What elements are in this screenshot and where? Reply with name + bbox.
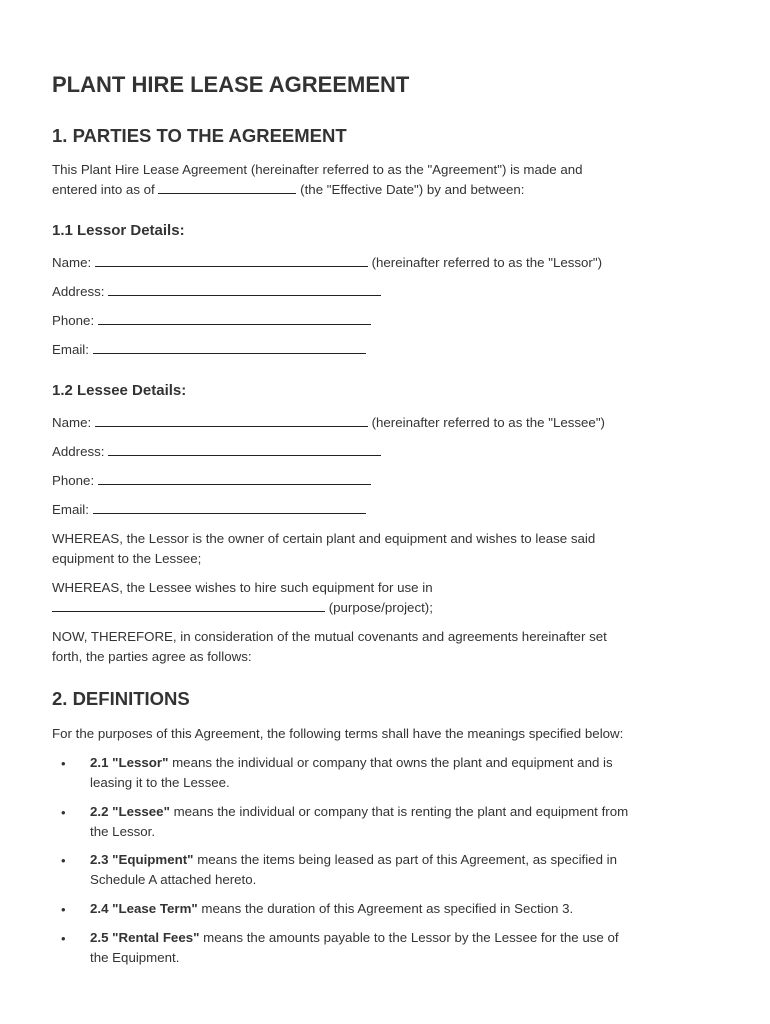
now-therefore-line-1: NOW, THEREFORE, in consideration of the mutual covenants and agreements hereinafter set [52,629,607,644]
lessor-name-suffix: (hereinafter referred to as the "Lessor") [371,255,603,270]
definition-text: means the individual or company that owns the plant and equipment and is [168,755,613,770]
lessee-phone-line [52,471,371,491]
lessor-email-line [52,340,366,360]
lessor-email-blank[interactable] [93,342,366,354]
definition-text-cont: the Equipment. [90,950,180,965]
bullet-icon: • [61,931,66,946]
bullet-icon: • [61,902,66,917]
intro-line-2 [52,180,524,200]
lessee-name-blank[interactable] [95,415,368,427]
intro-line-1: This Plant Hire Lease Agreement (hereinafter referred to as the "Agreement") is made and [52,162,583,177]
document-title: PLANT HIRE LEASE AGREEMENT [52,72,410,97]
now-therefore-line-2: forth, the parties agree as follows: [52,649,252,664]
lessee-details-heading: 1.2 Lessee Details: [52,382,187,399]
definition-term: 2.1 "Lessor" [90,755,169,770]
lessor-email-label: Email: [52,342,89,357]
lessee-name-suffix: (hereinafter referred to as the "Lessee") [371,415,605,430]
intro-line-2-prefix: entered into as of [52,182,155,197]
definition-term: 2.4 "Lease Term" [90,901,198,916]
whereas-2-line-2 [52,598,433,618]
lessee-email-blank[interactable] [93,502,366,514]
effective-date-blank[interactable] [158,182,296,194]
lessee-name-line [52,413,605,433]
lessee-address-blank[interactable] [108,444,381,456]
lessee-email-label: Email: [52,502,89,517]
definition-item-lease-term [90,899,573,919]
whereas-2-line-1: WHEREAS, the Lessee wishes to hire such equipment for use in [52,580,433,595]
definition-item-lessor [90,753,613,793]
definitions-intro: For the purposes of this Agreement, the following terms shall have the meanings specified below: [52,726,624,741]
lessor-details-heading: 1.1 Lessor Details: [52,222,185,239]
lessor-phone-label: Phone: [52,313,95,328]
bullet-icon: • [61,756,66,771]
bullet-icon: • [61,805,66,820]
definition-term: 2.5 "Rental Fees" [90,930,200,945]
purpose-project-suffix: (purpose/project); [328,600,433,615]
lessee-email-line [52,500,366,520]
definition-text: means the individual or company that is renting the plant and equipment from [169,804,629,819]
definition-text-cont: the Lessor. [90,824,156,839]
bullet-icon: • [61,853,66,868]
intro-line-2-suffix: (the "Effective Date") by and between: [300,182,525,197]
definition-item-lessee [90,802,628,842]
definition-item-equipment [90,850,617,890]
definition-text-cont: Schedule A attached hereto. [90,872,257,887]
definition-term: 2.2 "Lessee" [90,804,170,819]
lessor-name-label: Name: [52,255,92,270]
section2-heading: 2. DEFINITIONS [52,688,190,709]
lessor-address-blank[interactable] [108,284,381,296]
definition-text: means the amounts payable to the Lessor by the Lessee for the use of [199,930,619,945]
section1-heading: 1. PARTIES TO THE AGREEMENT [52,125,347,146]
lessor-name-line [52,253,602,273]
definition-item-rental-fees [90,928,619,968]
lessee-phone-label: Phone: [52,473,95,488]
definition-text: means the items being leased as part of this Agreement, as specified in [193,852,618,867]
lessor-address-label: Address: [52,284,105,299]
whereas-1-line-1: WHEREAS, the Lessor is the owner of certain plant and equipment and wishes to lease said [52,531,596,546]
lessee-address-line [52,442,381,462]
definition-text-cont: leasing it to the Lessee. [90,775,230,790]
whereas-1-line-2: equipment to the Lessee; [52,551,202,566]
lessee-name-label: Name: [52,415,92,430]
lessor-name-blank[interactable] [95,255,368,267]
definition-term: 2.3 "Equipment" [90,852,194,867]
lessee-address-label: Address: [52,444,105,459]
purpose-project-blank[interactable] [52,600,325,612]
lessor-phone-blank[interactable] [98,313,371,325]
lessee-phone-blank[interactable] [98,473,371,485]
lessor-phone-line [52,311,371,331]
lessor-address-line [52,282,381,302]
definition-text: means the duration of this Agreement as specified in Section 3. [197,901,574,916]
